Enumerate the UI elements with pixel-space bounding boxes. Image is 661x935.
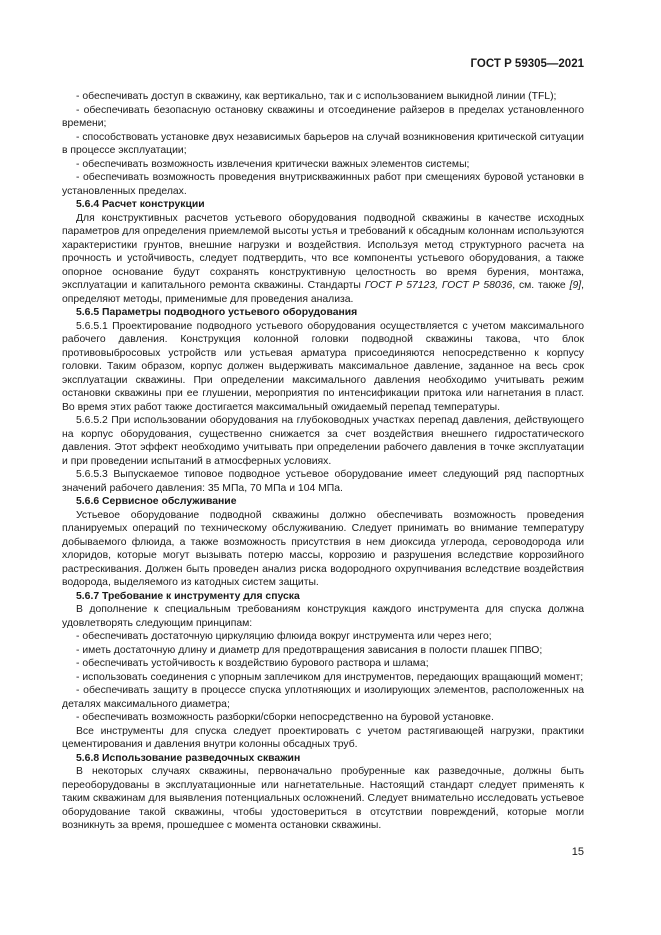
paragraph-5-6-4 xyxy=(62,212,584,307)
paragraph-5-6-8: В некоторых случаях скважины, первоначально пробуренные как разведочные, должны быть переоборудованы в эксплуатационные или нагнетательные. Настоящий стандарт следует применять к таким скважинам для выявления потенциальных осложнений. Следует внимательно исследовать устьевое оборудование такой скважины, чтобы удостовериться в отсутствии повреждений, которые могли возникнуть за время, прошедшее с момента остановки скважины. xyxy=(62,766,584,831)
page-body xyxy=(62,90,584,833)
paragraph-5-6-5-2: 5.6.5.2 При использовании оборудования на глубоководных участках перепад давления, действующего на корпус оборудования, существенно снижается за счет воздействия внешнего гидростатического давления. Этот эффект необходимо учитывать при определении рабочего давления в точке эксплуатации и при проведении испытаний в атмосферных условиях. xyxy=(62,415,584,467)
list-item: - иметь достаточную длину и диаметр для предотвращения зависания в полости плашек ППВО; xyxy=(76,644,543,656)
paragraph-5-6-7-intro: В дополнение к специальным требованиям конструкция каждого инструмента для спуска должна удовлетворять следующим принципам: xyxy=(62,604,584,629)
document-id: ГОСТ Р 59305—2021 xyxy=(470,58,584,70)
list-item: - обеспечивать безопасную остановку скважины и отсоединение райзеров в пределах установленного времени; xyxy=(62,104,584,129)
bibliography-reference: [9] xyxy=(569,280,582,291)
list-item: - обеспечивать возможность проведения внутрискважинных работ при смещениях буровой установки в установленных пределах. xyxy=(62,172,584,197)
list-item: - обеспечивать устойчивость к воздействию бурового раствора и шлама; xyxy=(76,658,429,669)
page-number: 15 xyxy=(571,846,584,858)
paragraph-text: Для конструктивных расчетов устьевого оборудования подводной скважины в качестве исходных параметров для определения приемлемой высоты устья и требований к обсадным колоннам используются характеристики грунтов, внешние нагрузки и воздействия. Используя метод структурного расчета на прочность и устойчивость, следует подтвердить, что все компоненты устьевого оборудования, а также опорное основание будут сохранять конструктивную целостность во время бурения, монтажа, эксплуатации и капитального ремонта скважины. Стандарты xyxy=(62,212,584,291)
section-heading-5-6-6: 5.6.6 Сервисное обслуживание xyxy=(76,496,237,507)
standard-references: ГОСТ Р 57123, ГОСТ Р 58036 xyxy=(364,280,513,291)
list-item: - использовать соединения с упорным заплечиком для инструментов, передающих вращающий момент; xyxy=(76,671,584,683)
paragraph-5-6-6: Устьевое оборудование подводной скважины должно обеспечивать возможность проведения планируемых операций по техническому обслуживанию. Следует принимать во внимание температуру добываемого флюида, а также возможность присутствия в нем диоксида углерода, сероводорода или хлоридов, которые могут вызывать потерю массы, коррозию и разрушения вследствие коррозийного растрескивания. Должен быть проведен анализ риска водородного охрупчивания вследствие воздействия водорода, выделяемого из катодных систем защиты. xyxy=(62,509,584,588)
list-item: - способствовать установке двух независимых барьеров на случай возникновения критической ситуации в процессе эксплуатации; xyxy=(62,131,584,156)
section-heading-5-6-5: 5.6.5 Параметры подводного устьевого оборудования xyxy=(76,307,358,318)
section-heading-5-6-4: 5.6.4 Расчет конструкции xyxy=(76,199,205,210)
section-heading-5-6-7: 5.6.7 Требование к инструменту для спуска xyxy=(76,590,300,602)
paragraph-5-6-7-outro: Все инструменты для спуска следует проектировать с учетом растягивающей нагрузки, практики цементирования и давления внутри колонны обсадных труб. xyxy=(62,725,584,750)
paragraph-5-6-5-1: 5.6.5.1 Проектирование подводного устьевого оборудования осуществляется с учетом максимального рабочего давления. Конструкция колонной головки подводной скважины такова, что блок противовыбросовых устройств или устьевая арматура присоединяются непосредственно к корпусу головки. Таким образом, корпус должен выдерживать максимальное давление, заданное на весь срок эксплуатации скважины. При определении максимального давления необходимо учитывать режим остановки скважины при ее глушении, мероприятия по интенсификации притока или нагнетания в пласт. Во время этих работ также достигается максимальный ожидаемый перепад температуры. xyxy=(62,320,584,413)
list-item: - обеспечивать защиту в процессе спуска уплотняющих и изолирующих элементов, расположенных на деталях максимального диаметра; xyxy=(62,685,584,710)
list-item: - обеспечивать возможность разборки/сборки непосредственно на буровой установке. xyxy=(76,712,494,723)
paragraph-text: , см. также xyxy=(512,280,570,291)
section-heading-5-6-8: 5.6.8 Использование разведочных скважин xyxy=(76,752,301,764)
paragraph-5-6-5-3: 5.6.5.3 Выпускаемое типовое подводное устьевое оборудование имеет следующий ряд паспортных значений рабочего давления: 35 МПа, 70 МПа и 104 МПа. xyxy=(62,469,584,494)
paragraph-text: , определяют методы, применимые для проведения анализа. xyxy=(62,280,585,305)
list-item: - обеспечивать доступ в скважину, как вертикально, так и с использованием выкидной линии (TFL); xyxy=(76,91,557,102)
list-item: - обеспечивать возможность извлечения критически важных элементов системы; xyxy=(76,158,470,170)
list-item: - обеспечивать достаточную циркуляцию флюида вокруг инструмента или через него; xyxy=(76,631,492,642)
